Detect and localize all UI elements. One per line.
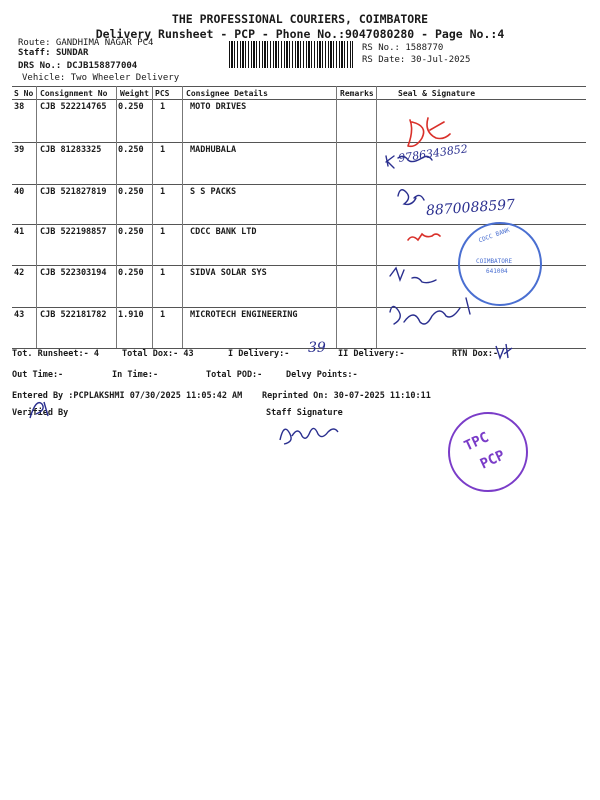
runsheet-subtitle: Delivery Runsheet - PCP - Phone No.:9047080280 - Page No.:4 [95, 27, 505, 41]
row-consignment: CJB 522181782 [40, 310, 107, 320]
row-pcs: 1 [160, 187, 166, 197]
staff-row [18, 48, 88, 58]
col-weight: Weight [120, 89, 149, 98]
row-weight: 0.250 [118, 145, 144, 155]
col-consignee: Consignee Details [186, 89, 268, 98]
drs-number: DRS No.: DCJB158877004 [18, 61, 138, 71]
col-remarks: Remarks [340, 89, 374, 98]
rs-number: RS No.: 1588770 [362, 43, 444, 53]
row-pcs: 1 [160, 102, 166, 112]
stamp-tpc-line1: TPC [461, 429, 492, 455]
stamp-tpc-line2: PCP [477, 447, 508, 473]
verified-initials-scribble [26, 396, 56, 422]
vehicle-type: Vehicle: Two Wheeler Delivery [22, 73, 180, 83]
staff-value: SUNDAR [55, 48, 89, 58]
route-label: Route: GANDHIMA NAGAR PC4 [18, 38, 154, 48]
total-pod: Total POD:- [206, 370, 263, 380]
col-consignment: Consignment No [40, 89, 108, 98]
handwritten-delivery-count: 39 [308, 340, 326, 356]
stamp-bank-text: CDCC BANK [477, 226, 511, 245]
total-dox: Total Dox:- 43 [122, 349, 194, 359]
total-runsheet: Tot. Runsheet:- 4 [12, 349, 99, 359]
row-consignee: CDCC BANK LTD [190, 227, 257, 237]
row-weight: 0.250 [118, 102, 144, 112]
row-sno: 42 [14, 268, 25, 278]
row-weight: 0.250 [118, 268, 144, 278]
row-pcs: 1 [160, 145, 166, 155]
col-pcs: PCS [155, 89, 170, 98]
i-delivery: I Delivery:- [228, 349, 290, 359]
row-consignment: CJB 81283325 [40, 145, 102, 155]
row-pcs: 1 [160, 310, 166, 320]
row-sno: 40 [14, 187, 25, 197]
verified-by: Verified By [12, 408, 69, 418]
staff-signature-scribble [276, 416, 346, 448]
row-sno: 39 [14, 145, 25, 155]
bank-seal-stamp [458, 222, 542, 306]
handwritten-phone-39: 9786343852 [397, 142, 469, 165]
row-consignment: CJB 522214765 [40, 102, 107, 112]
staff-label: Staff: [18, 48, 51, 58]
row-consignee: SIDVA SOLAR SYS [190, 268, 267, 278]
row-weight: 1.910 [118, 310, 144, 320]
row-sno: 43 [14, 310, 25, 320]
delivery-points: Delvy Points:- [286, 370, 358, 380]
courier-company-title: THE PROFESSIONAL COURIERS, COIMBATORE [171, 12, 429, 26]
rs-date: RS Date: 30-Jul-2025 [362, 55, 471, 65]
handwritten-phone-40: 8870088597 [425, 196, 516, 220]
row-pcs: 1 [160, 268, 166, 278]
row-consignment: CJB 522198857 [40, 227, 107, 237]
rtn-tick-scribble [494, 342, 518, 362]
stamp-city: COIMBATORE [476, 258, 513, 265]
entered-by: Entered By :PCPLAKSHMI 07/30/2025 11:05:42 AM [12, 391, 243, 401]
ii-delivery: II Delivery:- [338, 349, 405, 359]
row-weight: 0.250 [118, 187, 144, 197]
tpc-office-stamp [448, 412, 528, 492]
row-consignee: MOTO DRIVES [190, 102, 247, 112]
row-consignee: MADHUBALA [190, 145, 237, 155]
row-sno: 38 [14, 102, 25, 112]
col-seal-signature: Seal & Signature [398, 89, 476, 98]
row-consignment: CJB 521827819 [40, 187, 107, 197]
row-consignee: MICROTECH ENGINEERING [190, 310, 298, 320]
row-consignment: CJB 522303194 [40, 268, 107, 278]
out-time: Out Time:- [12, 370, 64, 380]
row-consignee: S S PACKS [190, 187, 237, 197]
reprinted-on: Reprinted On: 30-07-2025 11:10:11 [262, 391, 431, 401]
row-weight: 0.250 [118, 227, 144, 237]
stamp-pin: 641004 [486, 268, 508, 275]
col-sno: S No [14, 89, 34, 98]
row-sno: 41 [14, 227, 25, 237]
barcode-image [229, 41, 353, 68]
row-pcs: 1 [160, 227, 166, 237]
staff-signature-label: Staff Signature [266, 408, 343, 418]
in-time: In Time:- [112, 370, 159, 380]
rtn-dox: RTN Dox:- [452, 349, 499, 359]
